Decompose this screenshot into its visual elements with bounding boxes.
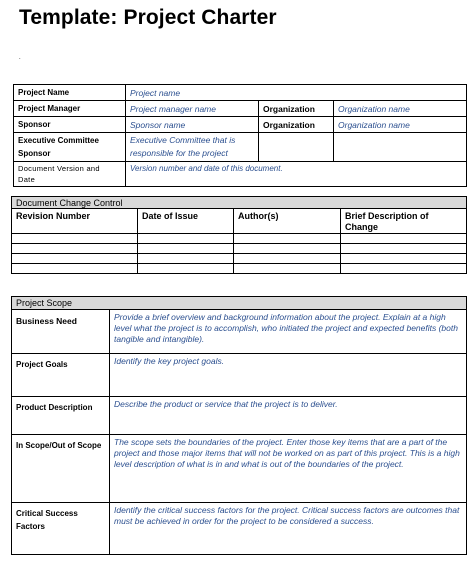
critical-success-factors-value[interactable]: Identify the critical success factors for the project. Critical success factors are outcomes that must be achieved in order for the project to be considered a success.	[110, 503, 467, 555]
doc-version-label-line1: Document Version and	[18, 164, 100, 173]
sponsor-row	[14, 117, 467, 133]
table-row	[12, 234, 467, 244]
scope-row-project-goals	[12, 354, 467, 397]
table-cell[interactable]	[341, 234, 467, 244]
table-cell[interactable]	[234, 234, 341, 244]
table-row	[12, 264, 467, 274]
table-cell[interactable]	[138, 244, 234, 254]
sponsor-label: Sponsor	[14, 117, 126, 133]
organization-value[interactable]: Organization name	[334, 101, 467, 117]
scope-row-critical-success-factors	[12, 503, 467, 555]
project-goals-label: Project Goals	[12, 354, 110, 397]
project-manager-label: Project Manager	[14, 101, 126, 117]
in-scope-out-of-scope-label: In Scope/Out of Scope	[12, 435, 110, 503]
sponsor-value[interactable]: Sponsor name	[126, 117, 259, 133]
project-info-table	[13, 84, 467, 187]
column-header-revision-number: Revision Number	[12, 209, 138, 234]
scope-row-in-scope-out-of-scope	[12, 435, 467, 503]
table-cell[interactable]	[341, 264, 467, 274]
doc-version-value[interactable]: Version number and date of this document.	[126, 162, 467, 187]
project-scope-header: Project Scope	[12, 297, 467, 310]
table-row	[12, 254, 467, 264]
column-header-date-of-issue: Date of Issue	[138, 209, 234, 234]
change-control-table	[11, 196, 467, 274]
exec-committee-label-line1: Executive Committee	[18, 136, 99, 145]
exec-committee-row	[14, 133, 467, 162]
project-scope-table	[11, 296, 467, 555]
change-control-header: Document Change Control	[12, 197, 467, 209]
exec-committee-value-line1: Executive Committee that is	[130, 135, 236, 145]
stray-dot: .	[19, 55, 21, 61]
table-row	[12, 244, 467, 254]
scope-row-product-description	[12, 397, 467, 435]
column-header-brief-description: Brief Description of Change	[341, 209, 467, 234]
exec-committee-value-line2: responsible for the project	[130, 148, 228, 158]
project-name-label: Project Name	[14, 85, 126, 101]
table-cell[interactable]	[234, 254, 341, 264]
exec-committee-empty-cell	[259, 133, 334, 162]
scope-row-business-need	[12, 310, 467, 354]
product-description-label: Product Description	[12, 397, 110, 435]
table-cell[interactable]	[138, 254, 234, 264]
exec-committee-empty-cell	[334, 133, 467, 162]
table-cell[interactable]	[12, 264, 138, 274]
doc-version-label	[14, 162, 126, 187]
doc-version-label-line2: Date	[18, 175, 36, 184]
document-title: Template: Project Charter	[19, 6, 277, 29]
in-scope-out-of-scope-value[interactable]: The scope sets the boundaries of the project. Enter those key items that are a part of the project and those major items that will not be worked on as part of this project. This is a high level description of what is in and what is out of the boundaries of the project.	[110, 435, 467, 503]
project-goals-value[interactable]: Identify the key project goals.	[110, 354, 467, 397]
business-need-label: Business Need	[12, 310, 110, 354]
table-cell[interactable]	[138, 234, 234, 244]
exec-committee-value[interactable]	[126, 133, 259, 162]
table-cell[interactable]	[12, 244, 138, 254]
table-cell[interactable]	[234, 264, 341, 274]
table-cell[interactable]	[12, 234, 138, 244]
table-cell[interactable]	[12, 254, 138, 264]
exec-committee-label-line2: Sponsor	[18, 149, 51, 158]
table-cell[interactable]	[138, 264, 234, 274]
project-manager-row	[14, 101, 467, 117]
change-control-column-headers	[12, 209, 467, 234]
exec-committee-label	[14, 133, 126, 162]
project-name-value[interactable]: Project name	[126, 85, 467, 101]
table-cell[interactable]	[341, 244, 467, 254]
organization-label: Organization	[259, 101, 334, 117]
product-description-value[interactable]: Describe the product or service that the project is to deliver.	[110, 397, 467, 435]
table-cell[interactable]	[234, 244, 341, 254]
project-manager-value[interactable]: Project manager name	[126, 101, 259, 117]
doc-version-row	[14, 162, 467, 187]
table-cell[interactable]	[341, 254, 467, 264]
critical-success-factors-label: Critical Success Factors	[12, 503, 110, 555]
column-header-authors: Author(s)	[234, 209, 341, 234]
business-need-value[interactable]: Provide a brief overview and background information about the project. Explain at a high level what the project is to accomplish, who initiated the project and expected benefits (both tangible and intangible).	[110, 310, 467, 354]
organization2-value[interactable]: Organization name	[334, 117, 467, 133]
project-name-row	[14, 85, 467, 101]
organization2-label: Organization	[259, 117, 334, 133]
